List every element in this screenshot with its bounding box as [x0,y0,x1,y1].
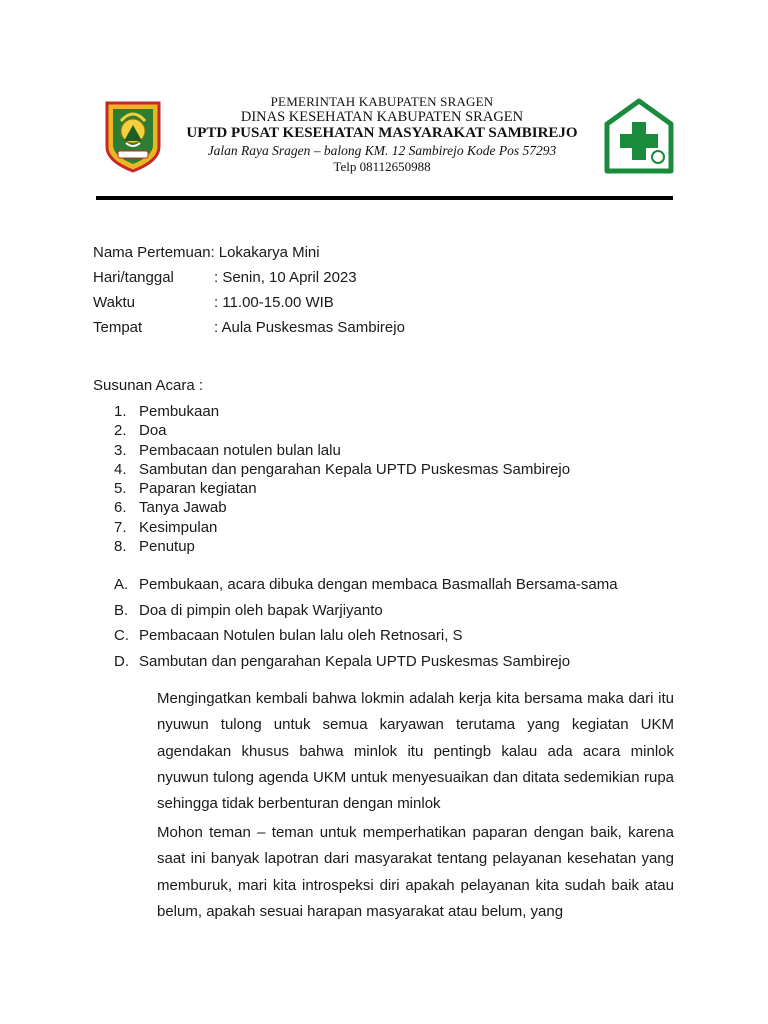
agenda-title: Susunan Acara : [93,377,204,394]
proceedings-letter: D. [114,652,129,670]
agenda-number: 6. [114,499,127,517]
proceedings-letter: A. [114,576,129,593]
agenda-text: Paparan kegiatan [139,480,257,498]
sragen-emblem-icon [104,99,162,173]
meeting-date-label: Hari/tanggal [93,269,174,286]
meeting-name-row [93,243,320,268]
agenda-text: Pembukaan [139,403,220,420]
proceedings-text: Pembukaan, acara dibuka dengan membaca Basmallah Bersama-sama [139,576,618,593]
meeting-date-value: : Senin, 10 April 2023 [214,269,357,286]
institution-phone: Telp 08112650988 [333,159,431,174]
institution-address: Jalan Raya Sragen – balong KM. 12 Sambirejo Kode Pos 57293 [207,143,557,158]
meeting-place-label: Tempat [93,319,143,336]
agenda-text: Doa [139,422,167,440]
proceedings-text: Pembacaan Notulen bulan lalu oleh Retnosari, S [139,627,463,644]
meeting-time-row [93,293,334,318]
agenda-number: 3. [114,441,127,459]
meeting-place-value: : Aula Puskesmas Sambirejo [214,319,405,336]
letterhead [0,0,768,210]
agenda-number: 7. [114,518,127,536]
government-name: PEMERINTAH KABUPATEN SRAGEN [270,94,494,109]
department-name: DINAS KESEHATAN KABUPATEN SRAGEN [240,109,524,125]
proceedings-letter: B. [114,601,129,619]
proceedings-letter: C. [114,627,129,644]
meeting-time-value: : 11.00-15.00 WIB [214,294,334,311]
agenda-number: 5. [114,480,127,498]
agenda-number: 8. [114,538,127,556]
proceedings-text: Sambutan dan pengarahan Kepala UPTD Puskesmas Sambirejo [139,652,571,670]
meeting-name-value: Lokakarya Mini [218,244,320,261]
agenda-number: 1. [114,403,127,420]
agenda-text: Kesimpulan [139,518,218,536]
meeting-place-row [93,318,405,343]
agenda-text: Penutup [139,538,195,556]
agenda-text: Sambutan dan pengarahan Kepala UPTD Puskesmas Sambirejo [139,460,571,478]
agenda-text: Pembacaan notulen bulan lalu [139,441,341,459]
meeting-info [93,243,405,343]
meeting-time-label: Waktu [93,294,135,311]
letterhead-divider [96,196,673,200]
meeting-date-row [93,268,357,293]
letterhead-text [180,94,584,174]
body-paragraph: Mohon teman – teman untuk memperhatikan paparan dengan baik, karena saat ini banyak lapotran dari masyarakat tentang pelayanan kesehatan yang memburuk, mari kita introspeksi diri apakah pelayanan kita sudah baik atau belum, apakah sesuai harapan masyarakat atau belum, yang [157,824,674,920]
agenda-number: 4. [114,460,127,478]
agenda-number: 2. [114,422,127,440]
puskesmas-logo-icon [603,98,675,174]
proceedings-text: Doa di pimpin oleh bapak Warjiyanto [139,601,383,619]
institution-name: UPTD PUSAT KESEHATAN MASYARAKAT SAMBIREJO [186,125,578,141]
meeting-name-label: Nama Pertemuan: [93,244,215,261]
body-paragraph: Mengingatkan kembali bahwa lokmin adalah kerja kita bersama maka dari itu nyuwun tulong untuk semua karyawan terutama yang kegiatan UKM agendakan khusus bahwa minlok itu pentingb kalau ada acara minlok nyuwun tulong agenda UKM untuk menyesuaikan dan ditata sedemikian rupa sehingga tidak berbenturan dengan minlok [157,690,674,813]
agenda-text: Tanya Jawab [139,499,227,517]
